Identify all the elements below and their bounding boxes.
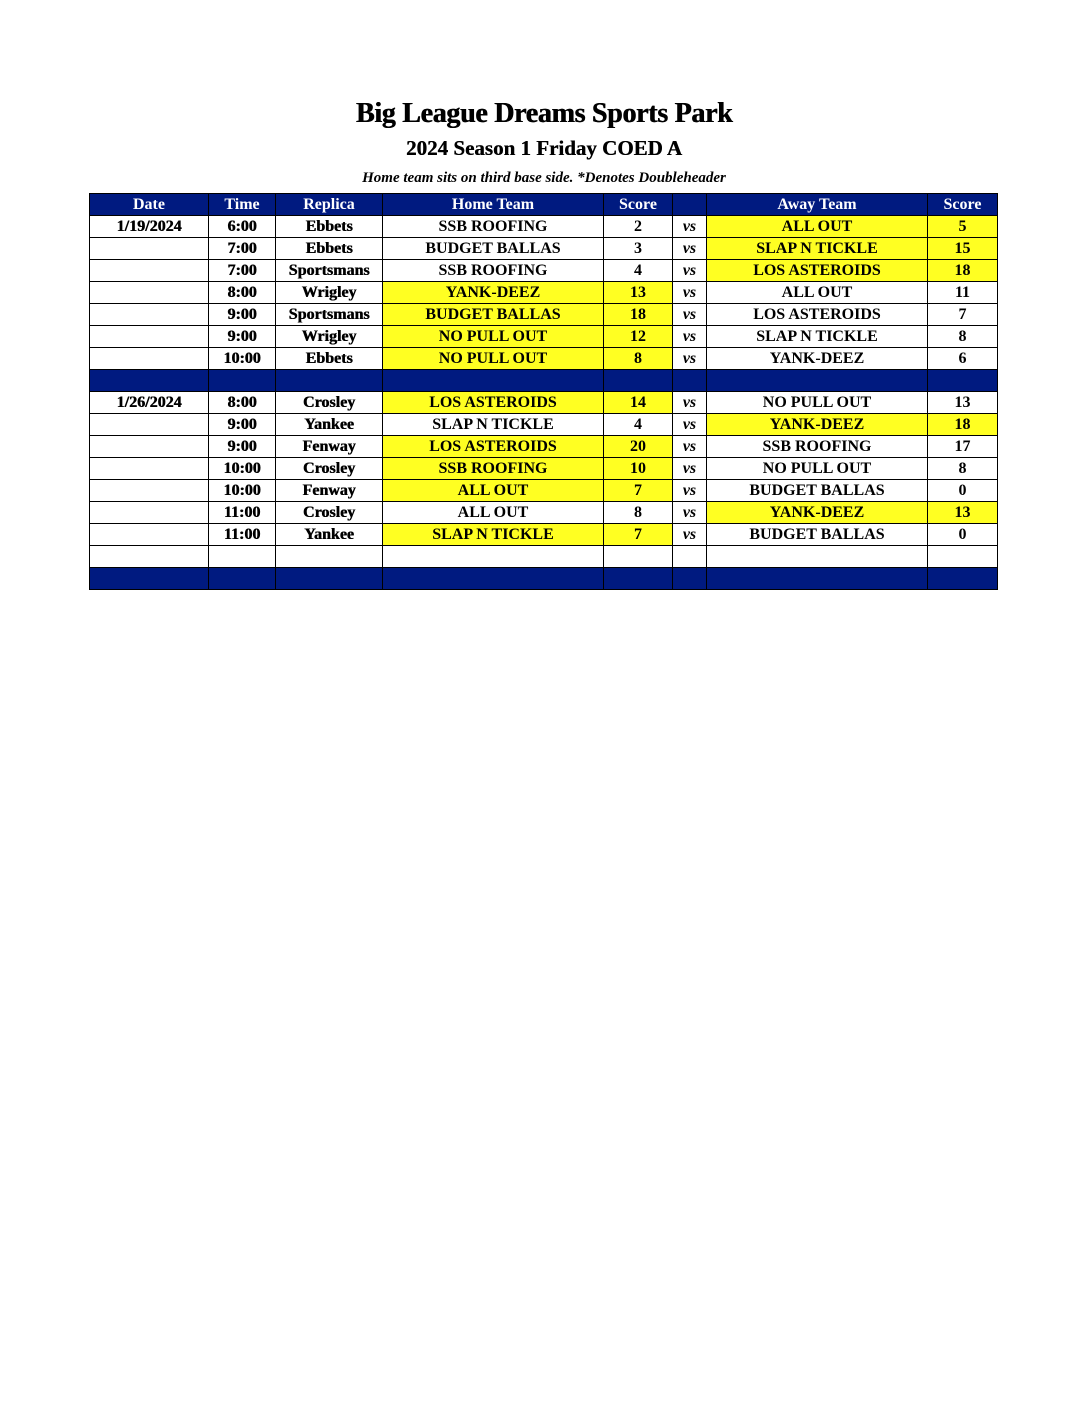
replica-cell: Wrigley	[276, 326, 383, 348]
away-score-cell: 7	[928, 304, 998, 326]
column-header-time: Time	[209, 194, 276, 216]
date-cell	[90, 304, 209, 326]
vs-cell: vs	[673, 282, 707, 304]
away-score-cell: 0	[928, 480, 998, 502]
time-cell: 8:00	[209, 282, 276, 304]
home-score-cell: 14	[604, 392, 673, 414]
date-cell	[90, 348, 209, 370]
away-score-cell: 11	[928, 282, 998, 304]
home-score-cell: 4	[604, 260, 673, 282]
vs-cell: vs	[673, 480, 707, 502]
empty-row	[90, 546, 998, 568]
away-score-cell: 0	[928, 524, 998, 546]
week-separator-row-cell	[604, 370, 673, 392]
date-cell: 1/26/2024	[90, 392, 209, 414]
week-separator-row-cell	[383, 370, 604, 392]
home-team-cell: SLAP N TICKLE	[383, 524, 604, 546]
away-team-cell: ALL OUT	[707, 216, 928, 238]
week-separator-row	[90, 370, 998, 392]
date-cell	[90, 436, 209, 458]
away-score-cell: 6	[928, 348, 998, 370]
replica-cell: Crosley	[276, 502, 383, 524]
vs-cell: vs	[673, 304, 707, 326]
week-separator-row-cell	[707, 370, 928, 392]
table-footer-bar	[90, 568, 998, 590]
time-cell: 9:00	[209, 304, 276, 326]
table-footer-bar-cell	[209, 568, 276, 590]
away-team-cell: YANK-DEEZ	[707, 502, 928, 524]
away-score-cell: 15	[928, 238, 998, 260]
time-cell: 8:00	[209, 392, 276, 414]
vs-cell: vs	[673, 392, 707, 414]
table-footer-bar-cell	[90, 568, 209, 590]
table-row	[90, 458, 998, 480]
week-separator-row-cell	[276, 370, 383, 392]
home-score-cell: 8	[604, 502, 673, 524]
table-row	[90, 282, 998, 304]
home-team-cell: NO PULL OUT	[383, 326, 604, 348]
vs-cell: vs	[673, 238, 707, 260]
home-team-cell: SLAP N TICKLE	[383, 414, 604, 436]
time-cell: 6:00	[209, 216, 276, 238]
empty-row-cell	[707, 546, 928, 568]
date-cell	[90, 414, 209, 436]
time-cell: 9:00	[209, 414, 276, 436]
date-cell	[90, 260, 209, 282]
vs-cell: vs	[673, 502, 707, 524]
table-row	[90, 502, 998, 524]
replica-cell: Sportsmans	[276, 304, 383, 326]
replica-cell: Yankee	[276, 524, 383, 546]
home-team-cell: LOS ASTEROIDS	[383, 392, 604, 414]
column-header-vs	[673, 194, 707, 216]
vs-cell: vs	[673, 458, 707, 480]
week-separator-row-cell	[928, 370, 998, 392]
column-header-home-score: Score	[604, 194, 673, 216]
page-subtitle: 2024 Season 1 Friday COED A	[406, 136, 682, 160]
table-footer-bar-cell	[707, 568, 928, 590]
time-cell: 11:00	[209, 524, 276, 546]
vs-cell: vs	[673, 524, 707, 546]
replica-cell: Crosley	[276, 458, 383, 480]
table-row	[90, 260, 998, 282]
replica-cell: Crosley	[276, 392, 383, 414]
away-team-cell: BUDGET BALLAS	[707, 524, 928, 546]
week-separator-row-cell	[90, 370, 209, 392]
away-team-cell: SLAP N TICKLE	[707, 238, 928, 260]
time-cell: 10:00	[209, 480, 276, 502]
column-header-home-team: Home Team	[383, 194, 604, 216]
date-cell	[90, 524, 209, 546]
away-score-cell: 13	[928, 502, 998, 524]
column-header-away-team: Away Team	[707, 194, 928, 216]
vs-cell: vs	[673, 216, 707, 238]
home-score-cell: 2	[604, 216, 673, 238]
table-footer-bar-cell	[383, 568, 604, 590]
home-score-cell: 8	[604, 348, 673, 370]
empty-row-cell	[673, 546, 707, 568]
away-team-cell: NO PULL OUT	[707, 458, 928, 480]
vs-cell: vs	[673, 436, 707, 458]
table-header-row	[90, 194, 998, 216]
away-team-cell: LOS ASTEROIDS	[707, 260, 928, 282]
date-cell: 1/19/2024	[90, 216, 209, 238]
away-score-cell: 8	[928, 326, 998, 348]
time-cell: 9:00	[209, 326, 276, 348]
empty-row-cell	[276, 546, 383, 568]
home-team-cell: SSB ROOFING	[383, 260, 604, 282]
away-team-cell: LOS ASTEROIDS	[707, 304, 928, 326]
empty-row-cell	[209, 546, 276, 568]
home-score-cell: 7	[604, 480, 673, 502]
table-row	[90, 524, 998, 546]
away-team-cell: ALL OUT	[707, 282, 928, 304]
schedule-body	[90, 216, 998, 590]
time-cell: 10:00	[209, 458, 276, 480]
away-score-cell: 18	[928, 260, 998, 282]
replica-cell: Ebbets	[276, 348, 383, 370]
table-row	[90, 480, 998, 502]
week-separator-row-cell	[209, 370, 276, 392]
date-cell	[90, 238, 209, 260]
replica-cell: Fenway	[276, 480, 383, 502]
empty-row-cell	[90, 546, 209, 568]
home-team-cell: SSB ROOFING	[383, 216, 604, 238]
away-score-cell: 17	[928, 436, 998, 458]
away-team-cell: NO PULL OUT	[707, 392, 928, 414]
home-team-cell: BUDGET BALLAS	[383, 238, 604, 260]
table-footer-bar-cell	[928, 568, 998, 590]
table-row	[90, 326, 998, 348]
empty-row-cell	[928, 546, 998, 568]
table-row	[90, 304, 998, 326]
home-score-cell: 13	[604, 282, 673, 304]
table-row	[90, 216, 998, 238]
date-cell	[90, 458, 209, 480]
time-cell: 10:00	[209, 348, 276, 370]
home-team-cell: YANK-DEEZ	[383, 282, 604, 304]
time-cell: 7:00	[209, 260, 276, 282]
away-score-cell: 5	[928, 216, 998, 238]
replica-cell: Fenway	[276, 436, 383, 458]
home-score-cell: 10	[604, 458, 673, 480]
table-row	[90, 348, 998, 370]
time-cell: 7:00	[209, 238, 276, 260]
date-cell	[90, 282, 209, 304]
away-score-cell: 8	[928, 458, 998, 480]
away-team-cell: BUDGET BALLAS	[707, 480, 928, 502]
empty-row-cell	[383, 546, 604, 568]
table-row	[90, 414, 998, 436]
home-score-cell: 20	[604, 436, 673, 458]
table-row	[90, 436, 998, 458]
replica-cell: Yankee	[276, 414, 383, 436]
away-team-cell: SSB ROOFING	[707, 436, 928, 458]
page-title: Big League Dreams Sports Park	[355, 98, 733, 129]
date-cell	[90, 326, 209, 348]
table-row	[90, 238, 998, 260]
away-team-cell: SLAP N TICKLE	[707, 326, 928, 348]
column-header-away-score: Score	[928, 194, 998, 216]
replica-cell: Ebbets	[276, 238, 383, 260]
away-team-cell: YANK-DEEZ	[707, 414, 928, 436]
vs-cell: vs	[673, 348, 707, 370]
table-footer-bar-cell	[673, 568, 707, 590]
home-score-cell: 7	[604, 524, 673, 546]
home-team-cell: SSB ROOFING	[383, 458, 604, 480]
home-team-cell: ALL OUT	[383, 480, 604, 502]
column-header-date: Date	[90, 194, 209, 216]
replica-cell: Sportsmans	[276, 260, 383, 282]
home-score-cell: 4	[604, 414, 673, 436]
replica-cell: Wrigley	[276, 282, 383, 304]
empty-row-cell	[604, 546, 673, 568]
column-header-replica: Replica	[276, 194, 383, 216]
away-team-cell: YANK-DEEZ	[707, 348, 928, 370]
schedule-note: Home team sits on third base side. *Denotes Doubleheader	[362, 170, 726, 186]
table-footer-bar-cell	[604, 568, 673, 590]
table-footer-bar-cell	[276, 568, 383, 590]
home-team-cell: NO PULL OUT	[383, 348, 604, 370]
home-score-cell: 12	[604, 326, 673, 348]
date-cell	[90, 502, 209, 524]
time-cell: 11:00	[209, 502, 276, 524]
home-score-cell: 3	[604, 238, 673, 260]
away-score-cell: 13	[928, 392, 998, 414]
home-team-cell: BUDGET BALLAS	[383, 304, 604, 326]
table-row	[90, 392, 998, 414]
schedule-table	[89, 193, 998, 590]
replica-cell: Ebbets	[276, 216, 383, 238]
time-cell: 9:00	[209, 436, 276, 458]
date-cell	[90, 480, 209, 502]
vs-cell: vs	[673, 260, 707, 282]
home-score-cell: 18	[604, 304, 673, 326]
away-score-cell: 18	[928, 414, 998, 436]
week-separator-row-cell	[673, 370, 707, 392]
vs-cell: vs	[673, 326, 707, 348]
vs-cell: vs	[673, 414, 707, 436]
home-team-cell: ALL OUT	[383, 502, 604, 524]
home-team-cell: LOS ASTEROIDS	[383, 436, 604, 458]
